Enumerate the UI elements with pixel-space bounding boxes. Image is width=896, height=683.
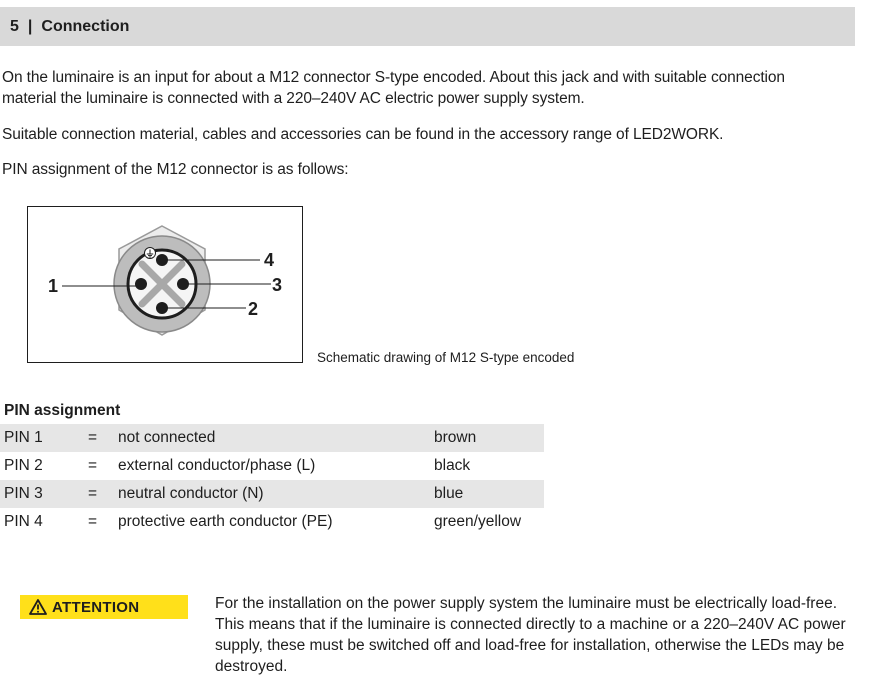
wire-color-cell: green/yellow bbox=[434, 513, 522, 530]
table-row bbox=[0, 480, 544, 508]
wire-color-cell: brown bbox=[434, 429, 477, 446]
wire-color-cell: blue bbox=[434, 485, 464, 502]
description-cell: neutral conductor (N) bbox=[118, 485, 264, 502]
m12-connector-drawing bbox=[28, 207, 304, 364]
pin-label-3: 3 bbox=[272, 275, 283, 295]
pin-cell: PIN 4 bbox=[4, 513, 43, 530]
description-cell: not connected bbox=[118, 429, 216, 446]
table-row bbox=[0, 508, 544, 536]
accessories-paragraph: Suitable connection material, cables and accessories can be found in the accessory range of LED2WORK. bbox=[2, 126, 724, 143]
pin-label-4: 4 bbox=[264, 250, 275, 270]
pin-cell: PIN 1 bbox=[4, 429, 43, 446]
equals-cell: = bbox=[88, 457, 98, 474]
attention-badge bbox=[20, 595, 188, 619]
earth-symbol-icon bbox=[145, 248, 156, 259]
diagram-caption: Schematic drawing of M12 S-type encoded bbox=[317, 350, 575, 365]
pin-dot-2 bbox=[156, 302, 168, 314]
equals-cell: = bbox=[88, 485, 98, 502]
equals-cell: = bbox=[88, 429, 98, 446]
pin-intro-paragraph: PIN assignment of the M12 connector is as follows: bbox=[2, 161, 349, 178]
pin-cell: PIN 2 bbox=[4, 457, 43, 474]
pin-label-1: 1 bbox=[48, 276, 59, 296]
section-header bbox=[0, 7, 855, 46]
attention-text: For the installation on the power supply system the luminaire must be electrically load-free. This means that if the luminaire is connected directly to a machine or a 220–240V AC power supply, these must be switched off and load-free for installation, otherwise the LEDs may be destroyed. bbox=[215, 595, 846, 675]
description-cell: external conductor/phase (L) bbox=[118, 457, 316, 474]
pin-assignment-heading: PIN assignment bbox=[4, 402, 121, 419]
wire-color-cell: black bbox=[434, 457, 471, 474]
pin-assignment-table bbox=[0, 424, 544, 536]
pin-dot-4 bbox=[156, 254, 168, 266]
warning-triangle-icon bbox=[29, 599, 47, 615]
pin-cell: PIN 3 bbox=[4, 485, 43, 502]
section-number: 5 bbox=[10, 17, 19, 35]
pin-dot-1 bbox=[135, 278, 147, 290]
table-row bbox=[0, 424, 544, 452]
intro-paragraph: On the luminaire is an input for about a M12 connector S-type encoded. About this jack and with suitable connection material the luminaire is connected with a 220–240V AC electric power supply system. bbox=[2, 69, 785, 107]
attention-label: ATTENTION bbox=[52, 598, 140, 616]
table-row bbox=[0, 452, 544, 480]
pin-dot-3 bbox=[177, 278, 189, 290]
equals-cell: = bbox=[88, 513, 98, 530]
pin-label-2: 2 bbox=[248, 299, 259, 319]
section-title: Connection bbox=[41, 17, 130, 35]
description-cell: protective earth conductor (PE) bbox=[118, 513, 333, 530]
m12-connector-diagram bbox=[27, 206, 303, 363]
section-separator: | bbox=[27, 17, 33, 35]
